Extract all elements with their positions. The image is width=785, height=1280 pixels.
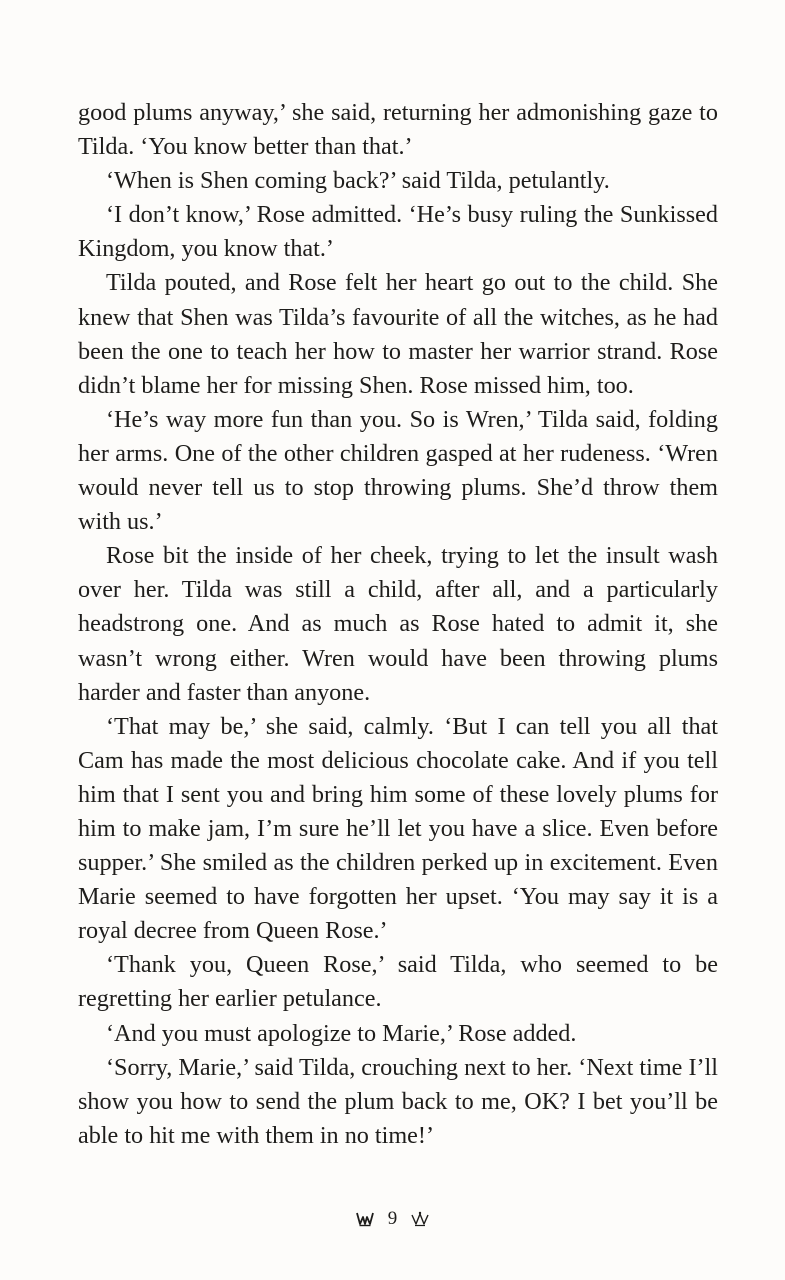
paragraph-6: Rose bit the inside of her cheek, trying to let the insult wash over her. Tilda was still a child, after all, and a particularly headstrong one. And as much as Rose hated to admit it, she wasn’t wrong either. Wren would have been throwing plums harder and faster than anyone. [78,542,718,706]
paragraph-2: ‘When is Shen coming back?’ said Tilda, petulantly. [106,167,610,195]
book-page-text [78,96,718,1153]
paragraph-4: Tilda pouted, and Rose felt her heart go out to the child. She knew that Shen was Tilda’s favourite of all the witches, as he had been the one to teach her how to master her warrior strand. Rose didn’t blame her for missing Shen. Rose missed him, too. [78,269,718,399]
paragraph-9: ‘And you must apologize to Marie,’ Rose added. [106,1019,577,1047]
page-footer [0,1204,785,1234]
paragraph-8: ‘Thank you, Queen Rose,’ said Tilda, who seemed to be regretting her earlier petulance. [78,951,718,1013]
crown-ornament-icon [356,1211,374,1227]
page-number: 9 [387,1208,398,1229]
paragraph-10: ‘Sorry, Marie,’ said Tilda, crouching next to her. ‘Next time I’ll show you how to send the plum back to me, OK? I bet you’ll be able to hit me with them in no time!’ [78,1053,718,1149]
paragraph-5: ‘He’s way more fun than you. So is Wren,’ Tilda said, folding her arms. One of the other children gasped at her rudeness. ‘Wren would never tell us to stop throwing plums. She’d throw them with us.’ [78,405,718,536]
paragraph-7: ‘That may be,’ she said, calmly. ‘But I can tell you all that Cam has made the most delicious chocolate cake. And if you tell him that I sent you and bring him some of these lovely plums for him to make jam, I’m sure he’ll let you have a slice. Even before supper.’ She smiled as the children perked up in excitement. Even Marie seemed to have forgotten her upset. ‘You may say it is a royal decree from Queen Rose.’ [78,712,718,945]
paragraph-1: good plums anyway,’ she said, returning her admonishing gaze to Tilda. ‘You know better than that.’ [78,99,718,161]
crown-ornament-icon [411,1211,429,1227]
paragraph-3: ‘I don’t know,’ Rose admitted. ‘He’s busy ruling the Sunkissed Kingdom, you know that.’ [78,201,718,263]
